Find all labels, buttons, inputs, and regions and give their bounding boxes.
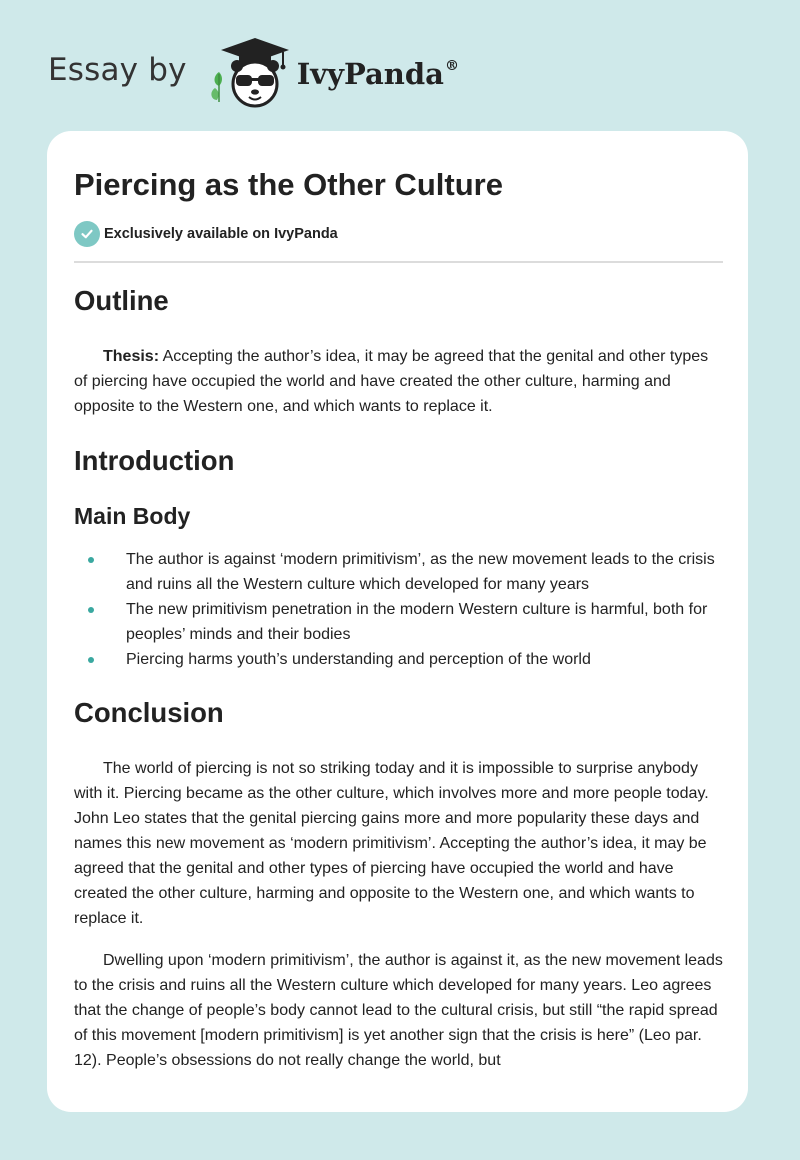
thesis-label: Thesis: xyxy=(103,348,160,365)
body-paragraph: Dwelling upon ‘modern primitivism’, the author is against it, as the new movement leads to the crisis and ruins all the Western culture which developed for many years. Leo agrees that the change of people’s body cannot lead to the cultural crisis, but still “the rapid spread of this movement [modern primitivism] is yet another sign that the crisis is here” (Leo par. 12). People’s obsessions do not really change the world, but xyxy=(74,952,723,1069)
list-item: Piercing harms youth’s understanding and perception of the world xyxy=(74,647,723,672)
body-paragraph: The world of piercing is not so striking today and it is impossible to surprise anybody with it. Piercing became as the other culture, which involves more and more people today. John Leo states that the genital piercing gains more and more popularity these days and names this new movement as ‘modern primitivism’. Accepting the author’s idea, it may be agreed that the genital and other types of piercing have occupied the world and have created the other culture, harming and opposite to the Western one, and which wants to replace it. xyxy=(74,760,709,927)
brand-name: IvyPanda® xyxy=(296,57,459,91)
main-body-heading: Main Body xyxy=(74,503,191,529)
brand-prefix: Essay by xyxy=(48,52,187,88)
title-divider xyxy=(74,261,723,263)
essay-content xyxy=(74,283,723,1073)
panda-logo-icon xyxy=(205,36,291,108)
bullet-icon xyxy=(88,557,94,563)
exclusive-badge xyxy=(74,221,338,247)
thesis-paragraph xyxy=(74,344,723,419)
page-title: Piercing as the Other Culture xyxy=(74,167,503,202)
conclusion-heading: Conclusion xyxy=(74,697,224,728)
main-body-list xyxy=(74,547,723,672)
bullet-icon xyxy=(88,657,94,663)
thesis-text: Accepting the author’s idea, it may be agreed that the genital and other types of piercing have occupied the world and have created the other culture, harming and opposite to the Western one, and which wants to replace it. xyxy=(74,348,709,415)
registered-mark: ® xyxy=(444,58,459,74)
list-item: The new primitivism penetration in the modern Western culture is harmful, both for peoples’ minds and their bodies xyxy=(74,597,723,647)
essay-card xyxy=(47,131,748,1112)
outline-heading: Outline xyxy=(74,285,169,316)
check-icon xyxy=(74,221,100,247)
list-item: The author is against ‘modern primitivism’, as the new movement leads to the crisis and ruins all the Western culture which developed for many years xyxy=(74,547,723,597)
introduction-heading: Introduction xyxy=(74,445,235,476)
bullet-icon xyxy=(88,607,94,613)
site-brand[interactable] xyxy=(48,36,459,108)
exclusive-label: Exclusively available on IvyPanda xyxy=(104,226,338,242)
